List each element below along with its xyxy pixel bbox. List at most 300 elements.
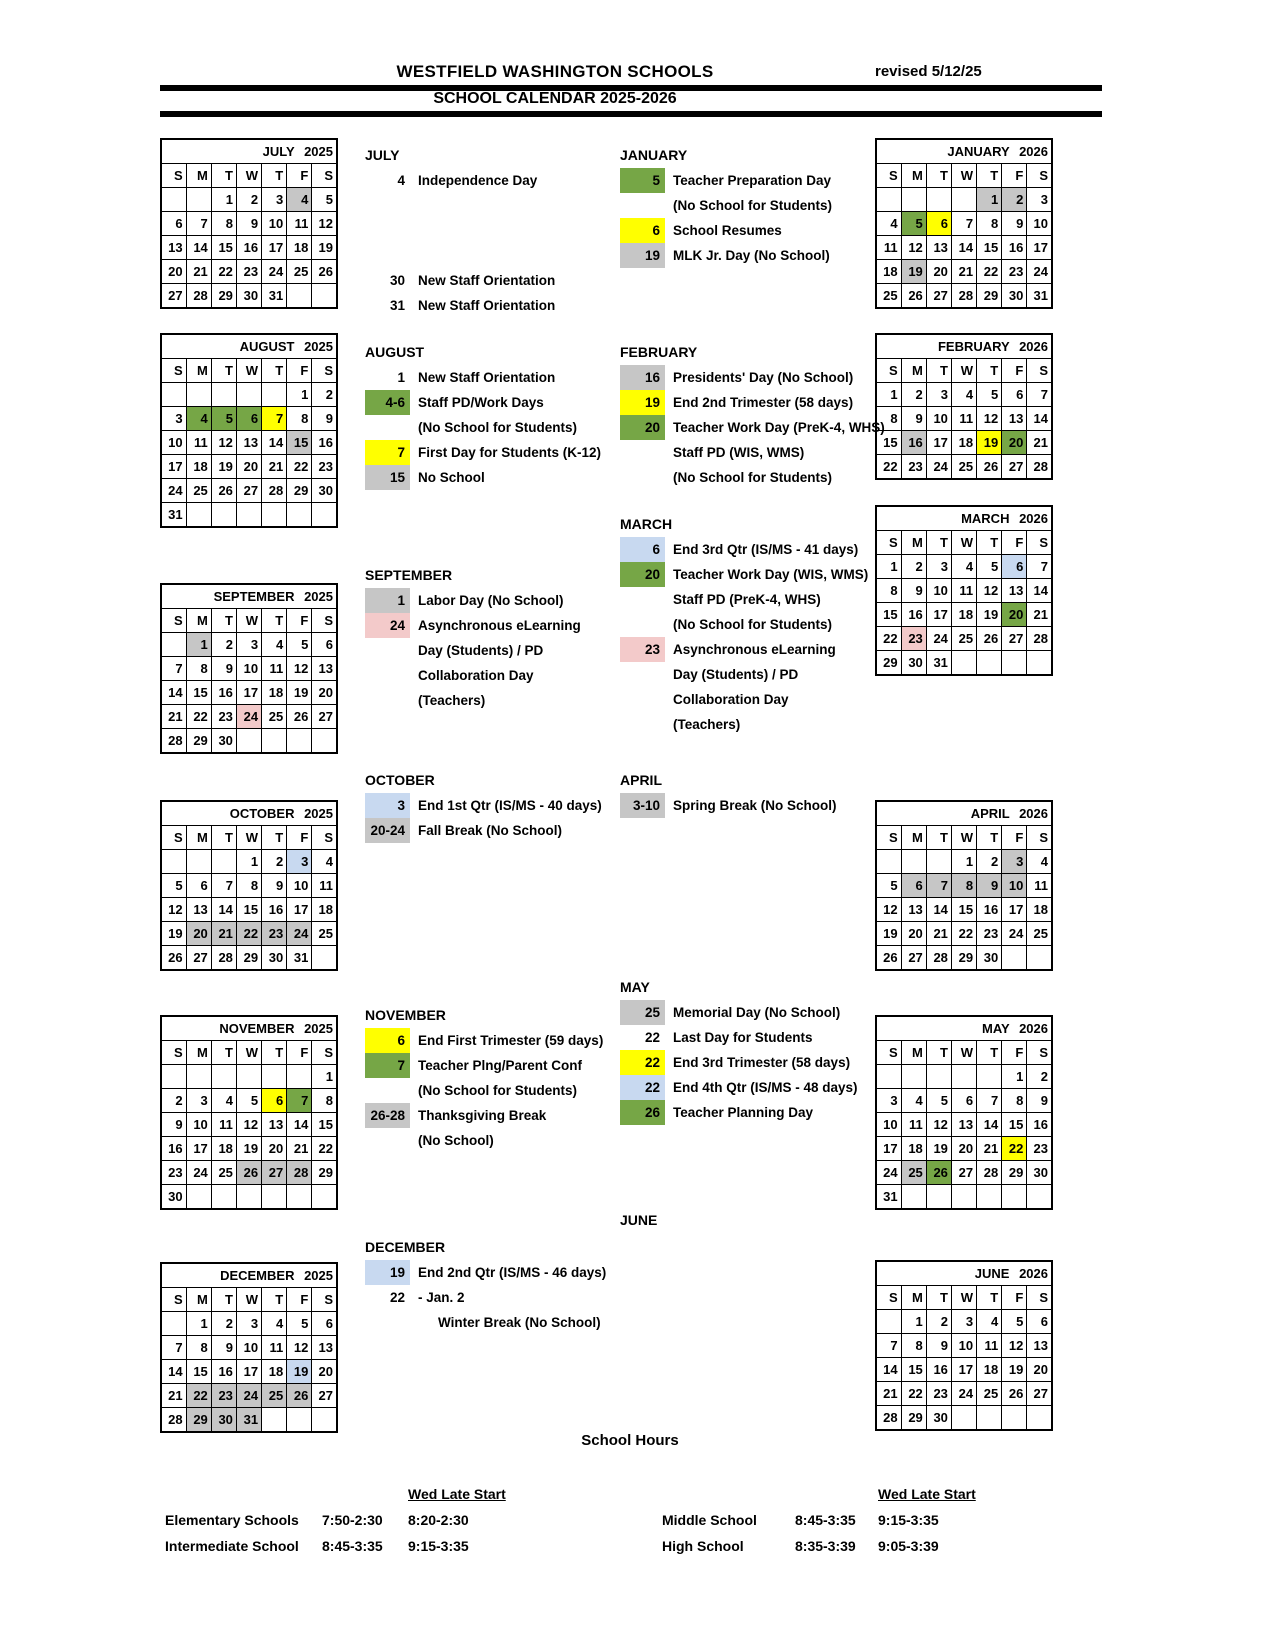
- calendar-empty-cell: [236, 503, 261, 528]
- calendar-day-cell: 13: [1027, 1334, 1052, 1358]
- calendar-day-cell: 30: [262, 946, 287, 971]
- calendar-day-cell: 1: [211, 188, 236, 212]
- calendar-day-cell: 18: [951, 431, 976, 455]
- calendar-day-cell: 10: [926, 407, 951, 431]
- calendar-day-cell: 11: [951, 579, 976, 603]
- day-header: M: [186, 164, 211, 188]
- calendar-day-cell: 18: [262, 681, 287, 705]
- calendar-day-cell: 13: [901, 898, 926, 922]
- event-date: 22: [389, 1290, 405, 1305]
- calendar-day-cell: 31: [161, 503, 186, 528]
- calendar-day-cell: 9: [211, 657, 236, 681]
- calendar-day-cell: 3: [287, 850, 312, 874]
- calendar-day-cell: 28: [161, 1408, 186, 1433]
- calendar-day-cell: 19: [926, 1137, 951, 1161]
- event-line: [365, 1103, 620, 1128]
- calendar-day-cell: 8: [287, 407, 312, 431]
- calendar-day-cell: 15: [236, 898, 261, 922]
- event-line: [365, 1310, 620, 1335]
- calendar-jul-2025: [160, 138, 338, 309]
- calendar-day-cell: 21: [1027, 603, 1052, 627]
- calendar-empty-cell: [926, 188, 951, 212]
- calendar-day-cell: 28: [977, 1161, 1002, 1185]
- calendar-nov-2025: [160, 1015, 338, 1210]
- day-header: S: [1027, 1286, 1052, 1310]
- calendar-day-cell: 26: [312, 260, 337, 284]
- calendar-day-cell: 10: [951, 1334, 976, 1358]
- day-header: S: [161, 609, 186, 633]
- calendar-day-cell: 17: [287, 898, 312, 922]
- calendar-day-cell: 9: [262, 874, 287, 898]
- event-date: 1: [397, 370, 405, 385]
- calendar-day-cell: 10: [1002, 874, 1027, 898]
- calendar-day-cell: 31: [1027, 284, 1052, 309]
- calendar-day-cell: 29: [186, 1408, 211, 1433]
- calendar-empty-cell: [186, 1185, 211, 1210]
- event-text: New Staff Orientation: [418, 370, 556, 385]
- calendar-may-2026: [875, 1015, 1053, 1210]
- calendar-day-cell: 2: [236, 188, 261, 212]
- event-date: [620, 687, 665, 712]
- calendar-day-cell: 5: [876, 874, 901, 898]
- calendar-empty-cell: [951, 1406, 976, 1431]
- calendar-day-cell: 17: [236, 1360, 261, 1384]
- calendar-day-cell: 3: [926, 383, 951, 407]
- calendar-day-cell: 6: [901, 874, 926, 898]
- calendar-day-cell: 18: [977, 1358, 1002, 1382]
- calendar-day-cell: 9: [1027, 1089, 1052, 1113]
- calendar-day-cell: 30: [901, 651, 926, 676]
- event-line: [620, 562, 875, 587]
- calendar-day-cell: 13: [186, 898, 211, 922]
- day-header: S: [312, 164, 337, 188]
- calendar-empty-cell: [1002, 1185, 1027, 1210]
- calendar-day-cell: 27: [312, 1384, 337, 1408]
- calendar-day-cell: 11: [876, 236, 901, 260]
- event-date: 3-10: [620, 793, 665, 818]
- calendar-day-cell: 21: [287, 1137, 312, 1161]
- calendar-day-cell: 6: [1002, 555, 1027, 579]
- event-date: [365, 663, 410, 688]
- calendar-day-cell: 15: [977, 236, 1002, 260]
- calendar-day-cell: 12: [977, 407, 1002, 431]
- calendar-day-cell: 27: [1027, 1382, 1052, 1406]
- day-header: W: [951, 1286, 976, 1310]
- document-title: WESTFIELD WASHINGTON SCHOOLS: [396, 62, 714, 81]
- event-line: [365, 390, 620, 415]
- calendar-day-cell: 13: [236, 431, 261, 455]
- day-header: F: [287, 826, 312, 850]
- school-hours-name: Intermediate School: [165, 1538, 299, 1554]
- event-text: (Teachers): [418, 693, 486, 708]
- calendar-day-cell: 5: [211, 407, 236, 431]
- event-line: [365, 465, 620, 490]
- day-header: F: [287, 359, 312, 383]
- event-date: [365, 1078, 410, 1103]
- calendar-day-cell: 12: [236, 1113, 261, 1137]
- calendar-day-cell: 4: [951, 383, 976, 407]
- calendar-day-cell: 16: [901, 431, 926, 455]
- calendar-day-cell: 27: [161, 284, 186, 309]
- calendar-day-cell: 17: [926, 603, 951, 627]
- event-text: Asynchronous eLearning: [673, 642, 836, 657]
- event-date: 16: [620, 365, 665, 390]
- calendar-jan-2026: [875, 138, 1053, 309]
- day-header: T: [926, 531, 951, 555]
- calendar-day-cell: 7: [287, 1089, 312, 1113]
- event-text: (No School for Students): [418, 420, 577, 435]
- calendar-day-cell: 11: [287, 212, 312, 236]
- calendar-empty-cell: [1002, 1406, 1027, 1431]
- event-date: 7: [365, 1053, 410, 1078]
- calendar-day-cell: 20: [312, 1360, 337, 1384]
- calendar-day-cell: 4: [287, 188, 312, 212]
- calendar-empty-cell: [951, 1065, 976, 1089]
- event-text: End 4th Qtr (IS/MS - 48 days): [673, 1080, 858, 1095]
- events-february: [620, 340, 885, 490]
- calendar-day-cell: 1: [876, 383, 901, 407]
- calendar-day-cell: 8: [312, 1089, 337, 1113]
- school-hours-late-time: 8:20-2:30: [408, 1512, 469, 1528]
- calendar-aug-2025: [160, 333, 338, 528]
- event-text: Day (Students) / PD: [418, 643, 544, 658]
- event-date: 4: [397, 173, 405, 188]
- calendar-day-cell: 8: [186, 1336, 211, 1360]
- calendar-day-cell: 4: [186, 407, 211, 431]
- calendar-day-cell: 21: [262, 455, 287, 479]
- calendar-day-cell: 4: [312, 850, 337, 874]
- day-header: T: [926, 164, 951, 188]
- calendar-day-cell: 24: [1002, 922, 1027, 946]
- calendar-day-cell: 21: [161, 705, 186, 729]
- calendar-empty-cell: [901, 1065, 926, 1089]
- day-header: W: [951, 359, 976, 383]
- calendar-day-cell: 17: [262, 236, 287, 260]
- event-text: Teacher Plng/Parent Conf: [418, 1058, 583, 1073]
- day-header: F: [287, 609, 312, 633]
- calendar-day-cell: 5: [1002, 1310, 1027, 1334]
- event-text: (Teachers): [673, 717, 741, 732]
- calendar-day-cell: 13: [951, 1113, 976, 1137]
- calendar-day-cell: 26: [876, 946, 901, 971]
- events-month-header: JUNE: [620, 1212, 658, 1228]
- calendar-mar-2026: [875, 505, 1053, 676]
- event-date: 6: [620, 537, 665, 562]
- calendar-empty-cell: [186, 1065, 211, 1089]
- school-hours-late-time: 9:15-3:35: [878, 1512, 939, 1528]
- day-header: S: [312, 359, 337, 383]
- calendar-feb-2026: [875, 333, 1053, 480]
- calendar-day-cell: 22: [977, 260, 1002, 284]
- day-header: M: [186, 609, 211, 633]
- calendar-day-cell: 21: [977, 1137, 1002, 1161]
- event-line: [365, 688, 620, 713]
- calendar-day-cell: 12: [977, 579, 1002, 603]
- calendar-day-cell: 29: [211, 284, 236, 309]
- calendar-day-cell: 31: [287, 946, 312, 971]
- calendar-day-cell: 26: [287, 1384, 312, 1408]
- calendar-empty-cell: [211, 1065, 236, 1089]
- day-header: S: [1027, 826, 1052, 850]
- calendar-day-cell: 7: [262, 407, 287, 431]
- calendar-day-cell: 17: [951, 1358, 976, 1382]
- events-month-header: DECEMBER: [365, 1239, 446, 1255]
- calendar-title: APRIL 2026: [876, 801, 1052, 826]
- calendar-day-cell: 11: [262, 657, 287, 681]
- calendar-day-cell: 29: [312, 1161, 337, 1185]
- calendar-day-cell: 5: [287, 633, 312, 657]
- day-header: F: [1002, 164, 1027, 188]
- day-header: T: [262, 164, 287, 188]
- calendar-day-cell: 25: [977, 1382, 1002, 1406]
- event-text: End 2nd Trimester (58 days): [673, 395, 854, 410]
- calendar-day-cell: 29: [1002, 1161, 1027, 1185]
- calendar-day-cell: 8: [901, 1334, 926, 1358]
- event-line: [620, 637, 875, 662]
- calendar-day-cell: 12: [1002, 1334, 1027, 1358]
- calendar-day-cell: 15: [951, 898, 976, 922]
- day-header: F: [287, 1288, 312, 1312]
- calendar-day-cell: 18: [312, 898, 337, 922]
- calendar-day-cell: 9: [977, 874, 1002, 898]
- school-hours-late-time: 9:05-3:39: [878, 1538, 939, 1554]
- calendar-empty-cell: [186, 383, 211, 407]
- calendar-day-cell: 9: [211, 1336, 236, 1360]
- calendar-day-cell: 11: [901, 1113, 926, 1137]
- calendar-day-cell: 30: [211, 729, 236, 754]
- calendar-day-cell: 22: [1002, 1137, 1027, 1161]
- school-hours-regular-time: 7:50-2:30: [322, 1512, 383, 1528]
- calendar-day-cell: 20: [312, 681, 337, 705]
- day-header: T: [211, 1288, 236, 1312]
- calendar-day-cell: 16: [312, 431, 337, 455]
- calendar-empty-cell: [262, 1408, 287, 1433]
- event-line: [365, 638, 620, 663]
- calendar-empty-cell: [211, 1185, 236, 1210]
- calendar-empty-cell: [312, 284, 337, 309]
- calendar-day-cell: 23: [161, 1161, 186, 1185]
- event-date: [620, 193, 665, 218]
- calendar-day-cell: 1: [186, 1312, 211, 1336]
- school-hours-late-time: 9:15-3:35: [408, 1538, 469, 1554]
- calendar-day-cell: 31: [236, 1408, 261, 1433]
- calendar-day-cell: 25: [951, 627, 976, 651]
- calendar-day-cell: 25: [211, 1161, 236, 1185]
- calendar-day-cell: 2: [926, 1310, 951, 1334]
- calendar-title: FEBRUARY 2026: [876, 334, 1052, 359]
- event-date: 5: [620, 168, 665, 193]
- calendar-day-cell: 14: [161, 681, 186, 705]
- calendar-day-cell: 21: [951, 260, 976, 284]
- day-header: S: [876, 531, 901, 555]
- calendar-day-cell: 8: [1002, 1089, 1027, 1113]
- event-date: 20-24: [365, 818, 410, 843]
- day-header: M: [901, 826, 926, 850]
- calendar-day-cell: 6: [262, 1089, 287, 1113]
- events-march: [620, 512, 875, 737]
- event-line: [365, 268, 620, 293]
- event-text: (No School for Students): [673, 470, 832, 485]
- events-month-header: AUGUST: [365, 344, 425, 360]
- calendar-day-cell: 6: [1027, 1310, 1052, 1334]
- events-april: [620, 768, 875, 818]
- calendar-day-cell: 11: [951, 407, 976, 431]
- calendar-day-cell: 24: [161, 479, 186, 503]
- calendar-day-cell: 19: [211, 455, 236, 479]
- calendar-day-cell: 8: [977, 212, 1002, 236]
- day-header: M: [186, 359, 211, 383]
- day-header: M: [186, 826, 211, 850]
- calendar-day-cell: 22: [312, 1137, 337, 1161]
- calendar-day-cell: 29: [287, 479, 312, 503]
- calendar-day-cell: 14: [186, 236, 211, 260]
- calendar-day-cell: 4: [262, 1312, 287, 1336]
- event-line: [365, 440, 620, 465]
- calendar-day-cell: 27: [312, 705, 337, 729]
- event-line: [620, 662, 875, 687]
- calendar-day-cell: 31: [876, 1185, 901, 1210]
- event-date: [365, 1128, 410, 1153]
- calendar-empty-cell: [262, 503, 287, 528]
- calendar-empty-cell: [1002, 651, 1027, 676]
- calendar-day-cell: 12: [161, 898, 186, 922]
- calendar-day-cell: 12: [287, 1336, 312, 1360]
- events-september: [365, 563, 620, 713]
- calendar-day-cell: 25: [262, 1384, 287, 1408]
- calendar-day-cell: 22: [186, 705, 211, 729]
- day-header: T: [977, 164, 1002, 188]
- event-date: 26-28: [365, 1103, 410, 1128]
- event-line: [620, 712, 875, 737]
- event-line: [365, 588, 620, 613]
- calendar-day-cell: 27: [926, 284, 951, 309]
- event-date: [365, 415, 410, 440]
- calendar-day-cell: 9: [312, 407, 337, 431]
- calendar-empty-cell: [926, 1065, 951, 1089]
- calendar-day-cell: 27: [262, 1161, 287, 1185]
- calendar-day-cell: 5: [901, 212, 926, 236]
- day-header: S: [876, 359, 901, 383]
- calendar-title: SEPTEMBER 2025: [161, 584, 337, 609]
- calendar-day-cell: 1: [901, 1310, 926, 1334]
- calendar-empty-cell: [901, 850, 926, 874]
- event-text: End 2nd Qtr (IS/MS - 46 days): [418, 1265, 607, 1280]
- calendar-empty-cell: [211, 503, 236, 528]
- calendar-day-cell: 27: [1002, 627, 1027, 651]
- calendar-day-cell: 20: [926, 260, 951, 284]
- events-october: [365, 768, 620, 843]
- day-header: W: [951, 1041, 976, 1065]
- document-subtitle: SCHOOL CALENDAR 2025-2026: [433, 90, 677, 107]
- calendar-jun-2026: [875, 1260, 1053, 1431]
- calendar-day-cell: 24: [926, 627, 951, 651]
- day-header: W: [951, 531, 976, 555]
- calendar-empty-cell: [312, 729, 337, 754]
- revised-date: revised 5/12/25: [875, 63, 982, 80]
- event-date: 1: [365, 588, 410, 613]
- event-text: New Staff Orientation: [418, 273, 556, 288]
- calendar-day-cell: 26: [161, 946, 186, 971]
- event-line: [620, 243, 875, 268]
- event-line: [620, 440, 875, 465]
- calendar-empty-cell: [977, 1406, 1002, 1431]
- day-header: M: [186, 1041, 211, 1065]
- calendar-day-cell: 20: [262, 1137, 287, 1161]
- calendar-day-cell: 19: [977, 431, 1002, 455]
- event-date: [620, 440, 665, 465]
- event-date: 15: [365, 465, 410, 490]
- event-text: New Staff Orientation: [418, 298, 556, 313]
- calendar-empty-cell: [876, 1310, 901, 1334]
- calendar-day-cell: 6: [926, 212, 951, 236]
- calendar-day-cell: 10: [236, 657, 261, 681]
- calendar-day-cell: 15: [901, 1358, 926, 1382]
- day-header: W: [236, 826, 261, 850]
- day-header: T: [262, 1288, 287, 1312]
- calendar-day-cell: 25: [1027, 922, 1052, 946]
- event-text: End 3rd Qtr (IS/MS - 41 days): [673, 542, 859, 557]
- day-header: T: [977, 1286, 1002, 1310]
- event-line: [365, 1078, 620, 1103]
- calendar-empty-cell: [312, 946, 337, 971]
- calendar-day-cell: 20: [161, 260, 186, 284]
- calendar-day-cell: 19: [287, 681, 312, 705]
- calendar-empty-cell: [161, 383, 186, 407]
- event-text: No School: [418, 470, 485, 485]
- calendar-empty-cell: [977, 1185, 1002, 1210]
- event-date: 22: [620, 1075, 665, 1100]
- calendar-empty-cell: [287, 1408, 312, 1433]
- calendar-day-cell: 30: [1002, 284, 1027, 309]
- event-date: 31: [389, 298, 405, 313]
- calendar-day-cell: 2: [312, 383, 337, 407]
- calendar-day-cell: 4: [1027, 850, 1052, 874]
- calendar-day-cell: 23: [1002, 260, 1027, 284]
- event-text: Teacher Work Day (PreK-4, WHS): [673, 420, 885, 435]
- wed-late-start-label-left: Wed Late Start: [408, 1486, 506, 1502]
- calendar-day-cell: 16: [926, 1358, 951, 1382]
- calendar-day-cell: 15: [876, 431, 901, 455]
- calendar-day-cell: 5: [161, 874, 186, 898]
- event-text: Fall Break (No School): [418, 823, 563, 838]
- events-december: [365, 1235, 620, 1335]
- event-line: [620, 218, 875, 243]
- calendar-day-cell: 23: [312, 455, 337, 479]
- event-text: Independence Day: [418, 173, 538, 188]
- day-header: M: [901, 164, 926, 188]
- calendar-day-cell: 1: [287, 383, 312, 407]
- calendar-day-cell: 2: [211, 633, 236, 657]
- events-month-header: APRIL: [620, 772, 662, 788]
- event-text: Staff PD (WIS, WMS): [673, 445, 805, 460]
- calendar-empty-cell: [901, 188, 926, 212]
- calendar-day-cell: 16: [977, 898, 1002, 922]
- day-header: T: [977, 531, 1002, 555]
- calendar-day-cell: 23: [211, 705, 236, 729]
- calendar-day-cell: 6: [236, 407, 261, 431]
- calendar-day-cell: 2: [1027, 1065, 1052, 1089]
- day-header: S: [312, 1041, 337, 1065]
- calendar-day-cell: 3: [1002, 850, 1027, 874]
- event-line: [620, 537, 875, 562]
- calendar-empty-cell: [236, 383, 261, 407]
- event-line: [620, 687, 875, 712]
- calendar-day-cell: 14: [262, 431, 287, 455]
- day-header: T: [211, 164, 236, 188]
- calendar-day-cell: 28: [951, 284, 976, 309]
- calendar-day-cell: 15: [186, 1360, 211, 1384]
- day-header: T: [211, 609, 236, 633]
